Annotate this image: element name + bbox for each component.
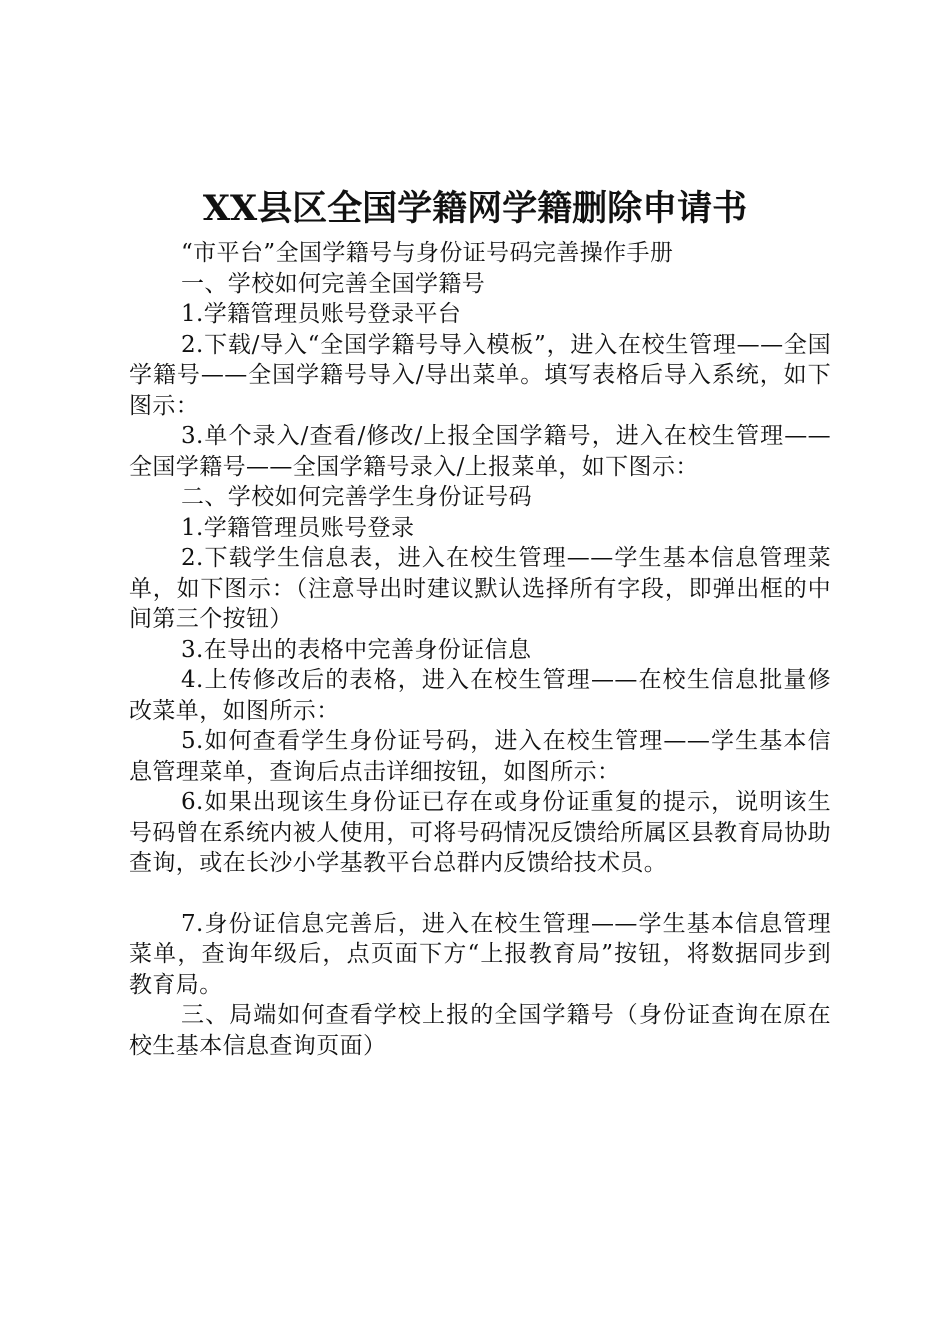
- paragraph-section-1-item-2: 2.下载/导入“全国学籍号导入模板”，进入在校生管理——全国学籍号——全国学籍号导入/导出菜单。填写表格后导入系统，如下图示：: [129, 331, 831, 419]
- document-title: XX县区全国学籍网学籍删除申请书: [202, 188, 748, 229]
- paragraph-section-2-item-3: 3.在导出的表格中完善身份证信息: [181, 636, 532, 663]
- document-body: [129, 238, 831, 1061]
- paragraph-section-2-heading: 二、学校如何完善学生身份证号码: [181, 484, 532, 510]
- paragraph-section-2-item-4: 4.上传修改后的表格，进入在校生管理——在校生信息批量修改菜单，如图所示：: [129, 667, 831, 724]
- paragraph-section-2-item-5: 5.如何查看学生身份证号码，进入在校生管理——学生基本信息管理菜单，查询后点击详细按钮，如图所示：: [129, 728, 831, 785]
- paragraph-section-2-item-7: 7.身份证信息完善后，进入在校生管理——学生基本信息管理菜单，查询年级后，点页面下方“上报教育局”按钮，将数据同步到教育局。: [129, 910, 831, 998]
- paragraph-section-1-heading: 一、学校如何完善全国学籍号: [181, 270, 486, 297]
- paragraph-section-2-item-1: 1.学籍管理员账号登录: [181, 514, 415, 541]
- paragraph-section-2-item-2: 2.下载学生信息表，进入在校生管理——学生基本信息管理菜单，如下图示：（注意导出时建议默认选择所有字段，即弹出框的中间第三个按钮）: [129, 545, 831, 632]
- paragraph-section-1-item-1: 1.学籍管理员账号登录平台: [181, 301, 462, 327]
- paragraph-section-2-item-6: 6.如果出现该生身份证已存在或身份证重复的提示，说明该生号码曾在系统内被人使用，可将号码情况反馈给所属区县教育局协助查询，或在长沙小学基教平台总群内反馈给技术员。: [129, 789, 831, 876]
- paragraph-subtitle: “市平台”全国学籍号与身份证号码完善操作手册: [181, 240, 674, 266]
- paragraph-section-3-heading: 三、局端如何查看学校上报的全国学籍号（身份证查询在原在校生基本信息查询页面）: [129, 1002, 831, 1059]
- paragraph-section-1-item-3: 3.单个录入/查看/修改/上报全国学籍号，进入在校生管理——全国学籍号——全国学籍号录入/上报菜单，如下图示：: [129, 423, 831, 480]
- paragraph-spacer: [129, 879, 831, 909]
